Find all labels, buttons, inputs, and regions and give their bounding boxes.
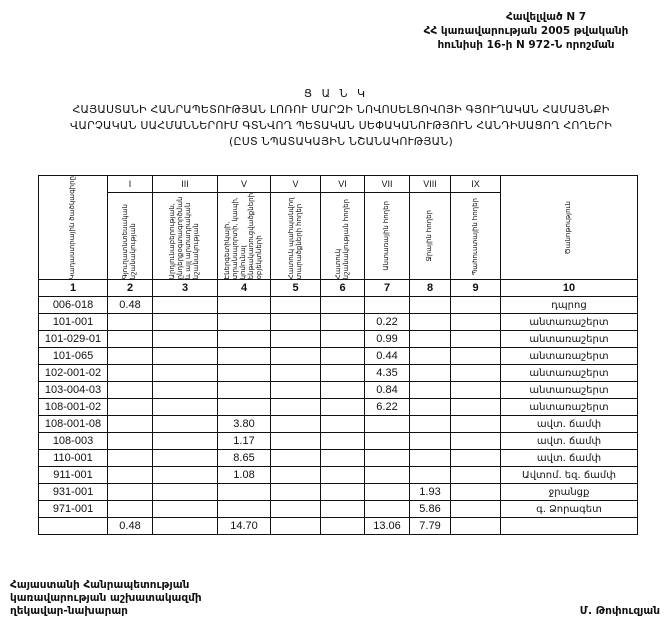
table-row	[39, 297, 638, 314]
area-value-cell	[271, 467, 321, 484]
area-value-cell	[271, 331, 321, 348]
column-roman-numeral: I	[108, 176, 153, 193]
column-number: 6	[321, 280, 365, 297]
area-value-cell	[108, 450, 153, 467]
area-value-cell	[108, 382, 153, 399]
column-header	[153, 193, 218, 280]
area-value-cell	[410, 365, 451, 382]
column-number: 7	[365, 280, 410, 297]
column-header-label: Արդյունաբերության, ընդերքօգտագործման և այլ արտադրական նշանակության	[169, 196, 200, 280]
table-row	[39, 365, 638, 382]
cadastral-code-cell: 101-001	[39, 314, 108, 331]
signatory-line-3: ղեկավար-նախարար	[10, 605, 128, 617]
area-value-cell	[108, 416, 153, 433]
area-value-cell	[153, 382, 218, 399]
cadastral-code-cell: 101-029-01	[39, 331, 108, 348]
area-value-cell	[451, 382, 501, 399]
column-header-label: Հատուկ նշանակության հողեր	[334, 199, 350, 280]
column-header-label: Անտառային հողեր	[383, 201, 390, 272]
area-value-cell	[271, 382, 321, 399]
area-value-cell	[108, 467, 153, 484]
area-value-cell: 1.93	[410, 484, 451, 501]
area-value-cell	[271, 433, 321, 450]
column-number: 1	[39, 280, 108, 297]
table-row	[39, 382, 638, 399]
area-value-cell	[451, 416, 501, 433]
cadastral-code-cell: 108-001-08	[39, 416, 108, 433]
area-value-cell	[321, 399, 365, 416]
area-value-cell	[410, 433, 451, 450]
area-value-cell	[271, 399, 321, 416]
column-roman-numeral: III	[153, 176, 218, 193]
area-value-cell	[218, 382, 271, 399]
area-value-cell	[410, 382, 451, 399]
table-row	[39, 450, 638, 467]
area-value-cell	[218, 331, 271, 348]
column-header-label: Գյուղատնտեսական նշանակության	[122, 204, 137, 280]
column-roman-numeral: V	[271, 176, 321, 193]
area-value-cell	[410, 450, 451, 467]
appendix-line-1: Հավելված N 7	[505, 11, 587, 23]
area-value-cell: 1.08	[218, 467, 271, 484]
column-header	[271, 193, 321, 280]
area-value-cell	[108, 348, 153, 365]
area-value-cell	[365, 484, 410, 501]
area-value-cell	[451, 314, 501, 331]
area-value-cell	[271, 501, 321, 518]
signatory-title	[10, 579, 202, 618]
area-value-cell	[451, 433, 501, 450]
area-value-cell	[218, 365, 271, 382]
area-value-cell	[218, 501, 271, 518]
area-value-cell	[321, 484, 365, 501]
area-value-cell	[321, 348, 365, 365]
area-value-cell	[271, 348, 321, 365]
appendix-line-3: հունիսի 16-ի N 972-Ն որոշման	[437, 39, 615, 51]
area-value-cell	[410, 348, 451, 365]
appendix-note	[396, 10, 656, 52]
area-value-cell	[451, 297, 501, 314]
area-value-cell	[153, 484, 218, 501]
area-value-cell: 0.99	[365, 331, 410, 348]
area-value-cell	[451, 467, 501, 484]
area-value-cell	[451, 484, 501, 501]
area-value-cell: 0.48	[108, 518, 153, 535]
area-value-cell	[451, 450, 501, 467]
area-value-cell	[271, 297, 321, 314]
note-cell: ավտ. ճամփ	[501, 416, 638, 433]
area-value-cell	[271, 450, 321, 467]
area-value-cell	[410, 416, 451, 433]
note-cell: գ. Ձորագետ	[501, 501, 638, 518]
area-value-cell	[153, 467, 218, 484]
cadastral-code-cell	[39, 518, 108, 535]
area-value-cell	[218, 297, 271, 314]
area-value-cell	[153, 501, 218, 518]
area-value-cell	[321, 314, 365, 331]
area-value-cell	[153, 348, 218, 365]
note-cell: ավտ. ճամփ	[501, 450, 638, 467]
document-title	[10, 102, 672, 150]
cadastral-code-cell: 108-001-02	[39, 399, 108, 416]
area-value-cell	[108, 501, 153, 518]
column-header	[451, 193, 501, 280]
column-number: 3	[153, 280, 218, 297]
cadastral-code-cell: 971-001	[39, 501, 108, 518]
area-value-cell	[218, 399, 271, 416]
table-row	[39, 467, 638, 484]
title-line-3: (ԸՍՏ ՆՊԱՏԱԿԱՅԻՆ ՆՇԱՆԱԿՈՒԹՅԱՆ)	[229, 135, 453, 148]
column-number: 10	[501, 280, 638, 297]
area-value-cell	[321, 467, 365, 484]
cadastral-code-cell: 102-001-02	[39, 365, 108, 382]
table-row	[39, 433, 638, 450]
area-value-cell	[321, 297, 365, 314]
note-cell: անտառաշերտ	[501, 314, 638, 331]
note-cell: ջրանցք	[501, 484, 638, 501]
area-value-cell: 5.86	[410, 501, 451, 518]
area-value-cell	[451, 399, 501, 416]
area-value-cell	[271, 484, 321, 501]
area-value-cell	[153, 518, 218, 535]
column-header	[501, 176, 638, 280]
area-value-cell	[153, 314, 218, 331]
area-value-cell	[451, 501, 501, 518]
column-number: 9	[451, 280, 501, 297]
area-value-cell	[321, 416, 365, 433]
area-value-cell	[153, 416, 218, 433]
note-cell: անտառաշերտ	[501, 399, 638, 416]
area-value-cell	[365, 297, 410, 314]
area-value-cell: 4.35	[365, 365, 410, 382]
area-value-cell	[108, 314, 153, 331]
area-value-cell: 1.17	[218, 433, 271, 450]
totals-row	[39, 518, 638, 535]
column-number: 8	[410, 280, 451, 297]
note-cell: անտառաշերտ	[501, 365, 638, 382]
area-value-cell	[153, 433, 218, 450]
table-row	[39, 314, 638, 331]
column-header-label: Հատուկ պահպանվող տարածքների հողեր	[287, 197, 303, 280]
table-row	[39, 416, 638, 433]
area-value-cell: 0.48	[108, 297, 153, 314]
area-value-cell	[218, 348, 271, 365]
area-value-cell: 13.06	[365, 518, 410, 535]
area-value-cell	[108, 433, 153, 450]
area-value-cell	[321, 518, 365, 535]
table-row	[39, 484, 638, 501]
area-value-cell	[271, 314, 321, 331]
note-cell: ավտ. ճամփ	[501, 433, 638, 450]
area-value-cell	[153, 331, 218, 348]
area-value-cell	[271, 518, 321, 535]
area-value-cell	[321, 331, 365, 348]
area-value-cell	[410, 399, 451, 416]
column-header	[321, 193, 365, 280]
area-value-cell	[108, 399, 153, 416]
area-value-cell	[321, 501, 365, 518]
cadastral-code-cell: 911-001	[39, 467, 108, 484]
list-title: Ց Ա Ն Կ	[303, 87, 369, 100]
column-header-label: Պահուստային հողեր	[471, 197, 479, 275]
cadastral-code-cell: 103-004-03	[39, 382, 108, 399]
area-value-cell	[108, 331, 153, 348]
column-header	[218, 193, 271, 280]
note-cell: Ավտոմ. եզ. ճամփ	[501, 467, 638, 484]
column-roman-numeral: V	[218, 176, 271, 193]
note-cell	[501, 518, 638, 535]
area-value-cell	[365, 433, 410, 450]
cadastral-code-cell: 110-001	[39, 450, 108, 467]
area-value-cell: 8.65	[218, 450, 271, 467]
column-roman-numeral: IX	[451, 176, 501, 193]
cadastral-code-cell: 108-003	[39, 433, 108, 450]
column-roman-numeral: VIII	[410, 176, 451, 193]
area-value-cell	[153, 399, 218, 416]
signatory-line-1: Հայաստանի Հանրապետության	[10, 579, 190, 591]
area-value-cell	[218, 314, 271, 331]
signatory-name: Մ. Թոփուզյան	[579, 605, 660, 617]
note-cell: անտառաշերտ	[501, 331, 638, 348]
area-value-cell	[321, 450, 365, 467]
area-value-cell	[410, 467, 451, 484]
area-value-cell	[321, 382, 365, 399]
column-header-label: Ծանոթություն	[565, 201, 572, 255]
column-header	[39, 176, 108, 280]
area-value-cell	[271, 416, 321, 433]
area-value-cell: 6.22	[365, 399, 410, 416]
appendix-line-2: ՀՀ կառավարության 2005 թվականի	[423, 25, 629, 37]
area-value-cell	[108, 365, 153, 382]
area-value-cell	[218, 484, 271, 501]
area-value-cell: 7.79	[410, 518, 451, 535]
column-roman-numeral: VII	[365, 176, 410, 193]
area-value-cell	[410, 297, 451, 314]
area-value-cell	[451, 348, 501, 365]
area-value-cell	[271, 365, 321, 382]
table-row	[39, 501, 638, 518]
area-value-cell	[153, 450, 218, 467]
area-value-cell	[451, 365, 501, 382]
area-value-cell	[321, 365, 365, 382]
note-cell: անտառաշերտ	[501, 382, 638, 399]
column-number: 5	[271, 280, 321, 297]
area-value-cell	[365, 501, 410, 518]
table-row	[39, 331, 638, 348]
column-header-label: Ջրային հողեր	[426, 210, 433, 262]
column-number-row	[39, 280, 638, 297]
area-value-cell	[321, 433, 365, 450]
area-value-cell	[153, 297, 218, 314]
column-header	[108, 193, 153, 280]
area-value-cell	[365, 467, 410, 484]
area-value-cell: 3.80	[218, 416, 271, 433]
column-header	[410, 193, 451, 280]
header-roman-row	[39, 176, 638, 193]
area-value-cell: 0.84	[365, 382, 410, 399]
area-value-cell	[410, 331, 451, 348]
area-value-cell	[365, 450, 410, 467]
table-row	[39, 399, 638, 416]
column-number: 2	[108, 280, 153, 297]
land-table	[38, 175, 638, 535]
note-cell: դպրոց	[501, 297, 638, 314]
cadastral-code-cell: 931-001	[39, 484, 108, 501]
area-value-cell: 0.22	[365, 314, 410, 331]
column-number: 4	[218, 280, 271, 297]
title-line-1: ՀԱՅԱՍՏԱՆԻ ՀԱՆՐԱՊԵՏՈՒԹՅԱՆ ԼՈՌՈՒ ՄԱՐԶԻ ՆՈՎՈՍԵԼՑՈՎՈՅԻ ԳՅՈՒՂԱԿԱՆ ՀԱՄԱՅՆՔԻ	[72, 103, 610, 116]
signatory-line-2: կառավարության աշխատակազմի	[10, 592, 202, 604]
column-header	[365, 193, 410, 280]
area-value-cell: 0.44	[365, 348, 410, 365]
cadastral-code-cell: 101-065	[39, 348, 108, 365]
title-line-2: ՎԱՐՉԱԿԱՆ ՍԱՀՄԱՆՆԵՐՈՒՄ ԳՏՆՎՈՂ ՊԵՏԱԿԱՆ ՍԵՓԱԿԱՆՈՒԹՅՈՒՆ ՀԱՆԴԻՍԱՑՈՂ ՀՈՂԵՐԻ	[69, 119, 613, 132]
area-value-cell	[451, 331, 501, 348]
cadastral-code-cell: 006-018	[39, 297, 108, 314]
area-value-cell	[153, 365, 218, 382]
area-value-cell	[365, 416, 410, 433]
area-value-cell	[451, 518, 501, 535]
column-roman-numeral: VI	[321, 176, 365, 193]
column-header-label: Կադաստրային ծածկագիրը	[69, 176, 76, 280]
area-value-cell	[108, 484, 153, 501]
table-row	[39, 348, 638, 365]
area-value-cell	[410, 314, 451, 331]
note-cell: անտառաշերտ	[501, 348, 638, 365]
area-value-cell: 14.70	[218, 518, 271, 535]
column-header-label: Էներգետիկայի, տրանսպորտի, կապի, կոմունալ ենթակառուցվածքների օբյեկտների	[224, 193, 263, 280]
